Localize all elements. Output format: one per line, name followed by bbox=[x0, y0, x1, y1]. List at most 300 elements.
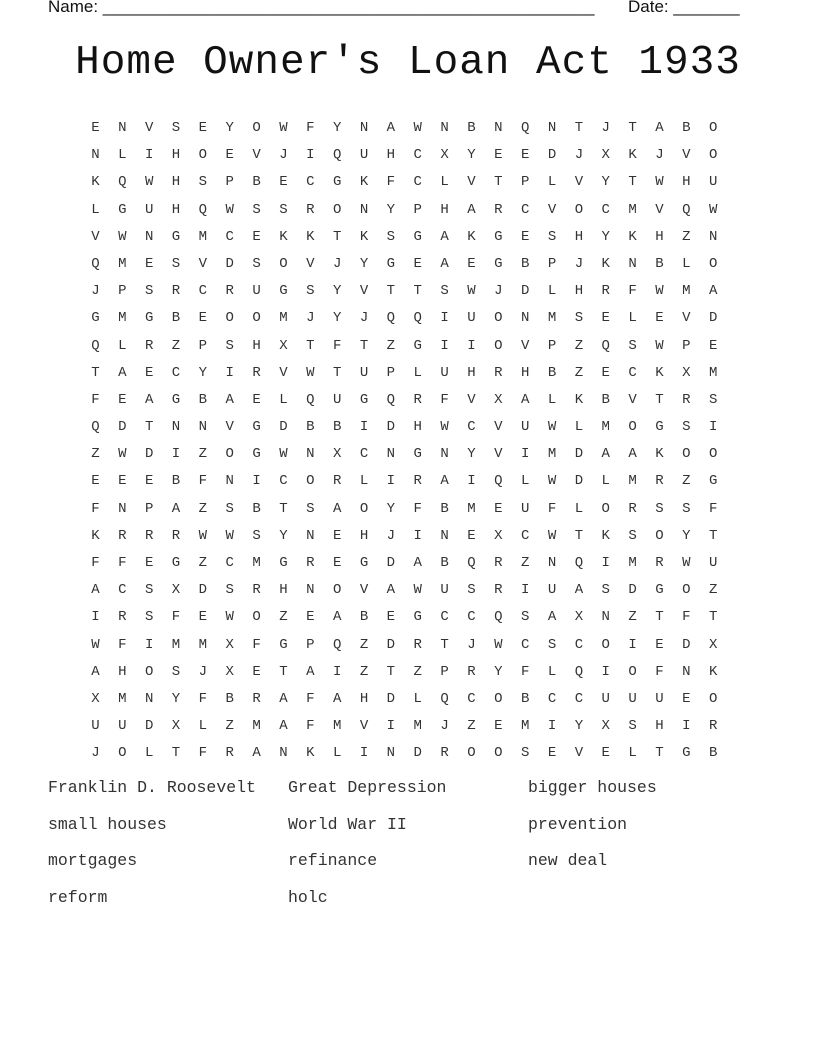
grid-letter: Z bbox=[359, 636, 369, 653]
grid-letter: A bbox=[386, 582, 396, 599]
grid-letter: W bbox=[708, 201, 718, 218]
grid-letter: C bbox=[574, 636, 584, 653]
grid-letter: N bbox=[359, 201, 369, 218]
grid-letter: F bbox=[118, 555, 127, 571]
grid-letter: S bbox=[547, 636, 557, 653]
grid-letter: C bbox=[520, 527, 530, 544]
grid-letter: Y bbox=[467, 147, 476, 164]
grid-letter: O bbox=[252, 120, 261, 136]
grid-letter: Q bbox=[494, 473, 503, 490]
grid-letter: H bbox=[171, 201, 181, 218]
grid-letter: N bbox=[144, 690, 154, 707]
grid-letter: E bbox=[144, 473, 154, 490]
grid-letter: N bbox=[279, 745, 288, 762]
grid-letter: W bbox=[547, 527, 557, 544]
grid-letter: X bbox=[225, 663, 234, 680]
grid-letter: H bbox=[252, 337, 261, 354]
grid-letter: F bbox=[547, 500, 557, 517]
grid-letter: D bbox=[628, 582, 637, 599]
grid-letter: S bbox=[520, 609, 530, 626]
grid-letter: H bbox=[440, 201, 449, 218]
grid-letter: N bbox=[547, 120, 557, 136]
grid-letter: F bbox=[386, 174, 396, 191]
grid-letter: T bbox=[708, 527, 718, 544]
grid-letter: U bbox=[520, 419, 530, 436]
grid-letter: G bbox=[252, 419, 261, 436]
grid-letter: V bbox=[574, 745, 584, 762]
grid-letter: W bbox=[547, 419, 557, 436]
grid-letter: E bbox=[386, 609, 396, 626]
grid-letter: W bbox=[118, 228, 127, 245]
grid-letter: M bbox=[467, 500, 476, 517]
grid-letter: E bbox=[655, 636, 664, 653]
grid-letter: E bbox=[708, 337, 718, 354]
grid-letter: T bbox=[655, 391, 664, 408]
grid-letter: I bbox=[547, 718, 557, 735]
grid-letter: O bbox=[494, 690, 503, 707]
grid-letter: W bbox=[547, 473, 557, 490]
grid-letter: M bbox=[171, 636, 181, 653]
grid-letter: B bbox=[682, 120, 691, 136]
grid-letter: H bbox=[467, 364, 476, 381]
grid-letter: F bbox=[306, 718, 315, 735]
grid-letter: L bbox=[547, 283, 557, 300]
grid-letter: O bbox=[494, 745, 503, 762]
grid-letter: X bbox=[601, 718, 610, 735]
grid-letter: R bbox=[118, 527, 127, 544]
grid-letter: O bbox=[467, 745, 476, 762]
grid-letter: Z bbox=[574, 337, 584, 354]
grid-letter: N bbox=[628, 255, 637, 272]
grid-letter: S bbox=[520, 745, 530, 762]
grid-letter: Z bbox=[682, 228, 691, 245]
grid-letter: H bbox=[171, 147, 181, 164]
grid-letter: R bbox=[413, 636, 422, 653]
grid-letter: W bbox=[413, 582, 422, 599]
grid-letter: L bbox=[144, 745, 154, 762]
grid-letter: K bbox=[601, 255, 610, 272]
grid-letter: C bbox=[171, 364, 181, 381]
grid-letter: R bbox=[467, 663, 476, 680]
grid-letter: G bbox=[171, 555, 181, 571]
grid-letter: S bbox=[547, 228, 557, 245]
grid-letter: P bbox=[386, 364, 396, 381]
grid-letter: S bbox=[682, 419, 691, 436]
grid-letter: S bbox=[574, 310, 584, 327]
grid-letter: C bbox=[225, 555, 234, 571]
grid-letter: S bbox=[467, 582, 476, 599]
grid-letter: B bbox=[520, 690, 530, 707]
grid-letter: F bbox=[682, 609, 691, 626]
grid-letter: O bbox=[494, 310, 503, 327]
grid-letter: H bbox=[171, 174, 181, 191]
grid-letter: F bbox=[198, 745, 208, 762]
grid-letter: O bbox=[682, 582, 691, 599]
grid-letter: D bbox=[682, 636, 691, 653]
grid-letter: I bbox=[520, 446, 530, 463]
grid-letter: E bbox=[413, 255, 422, 272]
grid-letter: L bbox=[628, 310, 637, 327]
grid-row bbox=[82, 113, 727, 140]
grid-letter: X bbox=[601, 147, 610, 164]
grid-letter: E bbox=[467, 255, 476, 272]
grid-letter: W bbox=[467, 283, 476, 300]
grid-letter: H bbox=[118, 663, 127, 680]
grid-row bbox=[82, 167, 727, 194]
grid-letter: R bbox=[306, 555, 315, 571]
grid-letter: A bbox=[467, 201, 476, 218]
grid-letter: U bbox=[601, 690, 610, 707]
grid-letter: C bbox=[467, 609, 476, 626]
grid-letter: X bbox=[171, 718, 181, 735]
grid-letter: K bbox=[655, 364, 664, 381]
grid-letter: N bbox=[144, 228, 154, 245]
grid-letter: O bbox=[252, 310, 261, 327]
grid-letter: E bbox=[494, 718, 503, 735]
grid-letter: Q bbox=[440, 690, 449, 707]
grid-letter: X bbox=[682, 364, 691, 381]
grid-letter: L bbox=[601, 473, 610, 490]
grid-letter: Q bbox=[332, 636, 342, 653]
grid-letter: L bbox=[547, 663, 557, 680]
grid-letter: G bbox=[413, 337, 422, 354]
grid-letter: J bbox=[359, 310, 369, 327]
grid-letter: W bbox=[655, 337, 664, 354]
grid-letter: T bbox=[628, 174, 637, 191]
grid-letter: N bbox=[386, 446, 396, 463]
grid-letter: I bbox=[628, 636, 637, 653]
grid-letter: F bbox=[91, 500, 100, 517]
grid-letter: O bbox=[708, 147, 718, 164]
grid-letter: I bbox=[440, 310, 449, 327]
grid-letter: H bbox=[520, 364, 530, 381]
grid-letter: T bbox=[413, 283, 422, 300]
grid-letter: L bbox=[359, 473, 369, 490]
grid-letter: A bbox=[332, 609, 342, 626]
grid-letter: S bbox=[440, 283, 449, 300]
grid-letter: J bbox=[574, 147, 584, 164]
grid-letter: H bbox=[655, 228, 664, 245]
grid-letter: N bbox=[171, 419, 181, 436]
grid-letter: Y bbox=[198, 364, 208, 381]
grid-letter: D bbox=[547, 147, 557, 164]
word-bank-item: Franklin D. Roosevelt bbox=[48, 778, 256, 797]
grid-letter: E bbox=[601, 364, 610, 381]
grid-letter: H bbox=[682, 174, 691, 191]
grid-letter: C bbox=[359, 446, 369, 463]
grid-letter: U bbox=[708, 555, 718, 571]
grid-letter: W bbox=[118, 446, 127, 463]
grid-letter: U bbox=[708, 174, 718, 191]
grid-letter: G bbox=[118, 201, 127, 218]
grid-letter: M bbox=[279, 310, 288, 327]
grid-letter: O bbox=[708, 690, 718, 707]
grid-letter: J bbox=[494, 283, 503, 300]
grid-letter: E bbox=[118, 473, 127, 490]
grid-letter: O bbox=[306, 473, 315, 490]
grid-letter: Y bbox=[332, 283, 342, 300]
grid-letter: B bbox=[601, 391, 610, 408]
grid-letter: P bbox=[547, 255, 557, 272]
grid-letter: A bbox=[413, 555, 422, 571]
grid-letter: Z bbox=[520, 555, 530, 571]
grid-letter: J bbox=[91, 283, 100, 300]
grid-letter: T bbox=[494, 174, 503, 191]
grid-letter: N bbox=[440, 120, 449, 136]
grid-letter: A bbox=[628, 446, 637, 463]
grid-letter: T bbox=[386, 663, 396, 680]
grid-letter: Q bbox=[386, 310, 396, 327]
grid-letter: Q bbox=[91, 337, 100, 354]
grid-letter: R bbox=[413, 473, 422, 490]
grid-letter: E bbox=[494, 500, 503, 517]
grid-letter: Z bbox=[91, 446, 100, 463]
grid-letter: N bbox=[708, 228, 718, 245]
grid-letter: N bbox=[198, 419, 208, 436]
grid-letter: T bbox=[279, 500, 288, 517]
grid-row bbox=[82, 711, 727, 738]
grid-letter: R bbox=[494, 555, 503, 571]
grid-letter: S bbox=[252, 255, 261, 272]
grid-letter: D bbox=[413, 745, 422, 762]
grid-letter: C bbox=[628, 364, 637, 381]
grid-letter: O bbox=[628, 419, 637, 436]
grid-letter: Y bbox=[601, 228, 610, 245]
grid-letter: Z bbox=[467, 718, 476, 735]
grid-letter: O bbox=[601, 636, 610, 653]
grid-letter: W bbox=[655, 174, 664, 191]
grid-letter: C bbox=[547, 690, 557, 707]
grid-letter: I bbox=[682, 718, 691, 735]
grid-letter: R bbox=[252, 582, 261, 599]
grid-letter: J bbox=[440, 718, 449, 735]
grid-letter: I bbox=[601, 555, 610, 571]
grid-letter: Q bbox=[413, 310, 422, 327]
grid-letter: R bbox=[144, 527, 154, 544]
grid-letter: F bbox=[306, 120, 315, 136]
grid-letter: R bbox=[440, 745, 449, 762]
grid-letter: D bbox=[386, 690, 396, 707]
grid-letter: I bbox=[144, 636, 154, 653]
grid-letter: V bbox=[494, 446, 503, 463]
grid-letter: I bbox=[386, 718, 396, 735]
grid-letter: Z bbox=[198, 500, 208, 517]
grid-letter: F bbox=[198, 690, 208, 707]
grid-letter: S bbox=[306, 500, 315, 517]
grid-letter: O bbox=[708, 446, 718, 463]
grid-letter: Y bbox=[332, 120, 342, 136]
grid-letter: M bbox=[628, 201, 637, 218]
grid-row bbox=[82, 575, 727, 602]
grid-letter: K bbox=[279, 228, 288, 245]
grid-letter: S bbox=[225, 582, 234, 599]
grid-letter: B bbox=[359, 609, 369, 626]
grid-letter: D bbox=[198, 582, 208, 599]
grid-letter: S bbox=[279, 201, 288, 218]
grid-letter: R bbox=[225, 283, 234, 300]
grid-letter: N bbox=[386, 745, 396, 762]
grid-letter: U bbox=[628, 690, 637, 707]
grid-letter: Q bbox=[198, 201, 208, 218]
grid-letter: Y bbox=[171, 690, 181, 707]
grid-letter: N bbox=[520, 310, 530, 327]
grid-letter: M bbox=[118, 310, 127, 327]
grid-letter: A bbox=[574, 582, 584, 599]
grid-letter: C bbox=[198, 283, 208, 300]
grid-letter: G bbox=[494, 255, 503, 272]
grid-letter: C bbox=[413, 147, 422, 164]
grid-letter: I bbox=[467, 473, 476, 490]
grid-letter: P bbox=[413, 201, 422, 218]
grid-letter: E bbox=[144, 255, 154, 272]
grid-letter: C bbox=[520, 636, 530, 653]
grid-letter: I bbox=[467, 337, 476, 354]
grid-letter: W bbox=[440, 419, 449, 436]
grid-letter: J bbox=[306, 310, 315, 327]
grid-letter: J bbox=[574, 255, 584, 272]
grid-letter: K bbox=[306, 228, 315, 245]
grid-letter: L bbox=[520, 473, 530, 490]
grid-letter: Q bbox=[682, 201, 691, 218]
grid-letter: S bbox=[655, 500, 664, 517]
grid-letter: L bbox=[440, 174, 449, 191]
grid-letter: J bbox=[279, 147, 288, 164]
grid-letter: N bbox=[306, 446, 315, 463]
grid-letter: L bbox=[628, 745, 637, 762]
grid-letter: X bbox=[574, 609, 584, 626]
grid-letter: O bbox=[118, 745, 127, 762]
grid-letter: V bbox=[628, 391, 637, 408]
grid-letter: N bbox=[682, 663, 691, 680]
grid-letter: V bbox=[494, 419, 503, 436]
grid-letter: D bbox=[225, 255, 234, 272]
grid-letter: N bbox=[494, 120, 503, 136]
grid-letter: R bbox=[332, 473, 342, 490]
name-field: Name: ____________________________________________________ bbox=[48, 0, 595, 16]
grid-letter: U bbox=[118, 718, 127, 735]
grid-letter: P bbox=[547, 337, 557, 354]
grid-letter: D bbox=[118, 419, 127, 436]
grid-row bbox=[82, 303, 727, 330]
grid-letter: Q bbox=[467, 555, 476, 571]
word-bank-item: Great Depression bbox=[288, 778, 447, 797]
grid-letter: Y bbox=[386, 201, 396, 218]
grid-letter: N bbox=[547, 555, 557, 571]
grid-letter: K bbox=[359, 174, 369, 191]
grid-letter: O bbox=[332, 201, 342, 218]
grid-letter: Y bbox=[359, 255, 369, 272]
grid-letter: Z bbox=[198, 446, 208, 463]
grid-letter: U bbox=[440, 582, 449, 599]
grid-letter: W bbox=[494, 636, 503, 653]
grid-letter: G bbox=[279, 636, 288, 653]
grid-letter: X bbox=[279, 337, 288, 354]
grid-letter: X bbox=[332, 446, 342, 463]
grid-row bbox=[82, 548, 727, 575]
grid-letter: E bbox=[198, 609, 208, 626]
grid-letter: C bbox=[118, 582, 127, 599]
grid-letter: Q bbox=[118, 174, 127, 191]
grid-letter: O bbox=[574, 201, 584, 218]
grid-letter: P bbox=[306, 636, 315, 653]
grid-letter: W bbox=[225, 527, 234, 544]
grid-letter: M bbox=[628, 555, 637, 571]
grid-letter: S bbox=[252, 201, 261, 218]
grid-letter: A bbox=[386, 120, 396, 136]
grid-letter: T bbox=[332, 228, 342, 245]
grid-row bbox=[82, 276, 727, 303]
grid-letter: W bbox=[225, 609, 234, 626]
grid-letter: W bbox=[225, 201, 234, 218]
grid-letter: E bbox=[252, 228, 261, 245]
grid-letter: N bbox=[440, 446, 449, 463]
grid-letter: Z bbox=[279, 609, 288, 626]
grid-letter: M bbox=[520, 718, 530, 735]
grid-letter: V bbox=[144, 120, 154, 136]
grid-letter: O bbox=[279, 255, 288, 272]
grid-letter: O bbox=[359, 500, 369, 517]
grid-letter: O bbox=[225, 446, 234, 463]
grid-letter: T bbox=[574, 527, 584, 544]
grid-letter: R bbox=[494, 364, 503, 381]
word-bank-item: refinance bbox=[288, 851, 378, 871]
grid-row bbox=[82, 358, 727, 385]
word-bank-item: prevention bbox=[528, 814, 628, 834]
grid-letter: C bbox=[306, 174, 315, 191]
grid-letter: S bbox=[144, 283, 154, 300]
grid-letter: A bbox=[708, 283, 718, 300]
grid-row bbox=[82, 195, 727, 222]
grid-letter: E bbox=[198, 310, 208, 327]
grid-letter: Z bbox=[413, 663, 422, 680]
grid-letter: J bbox=[198, 663, 208, 680]
grid-letter: V bbox=[252, 147, 261, 164]
grid-letter: W bbox=[655, 283, 664, 300]
grid-letter: E bbox=[547, 745, 557, 762]
grid-row bbox=[82, 494, 727, 521]
grid-letter: X bbox=[225, 636, 234, 653]
grid-letter: G bbox=[494, 228, 503, 245]
letter-grid bbox=[82, 113, 727, 766]
grid-letter: Y bbox=[494, 663, 503, 680]
grid-letter: G bbox=[171, 391, 181, 408]
grid-letter: R bbox=[306, 201, 315, 218]
grid-letter: N bbox=[440, 527, 449, 544]
grid-letter: M bbox=[413, 718, 422, 735]
grid-letter: Z bbox=[682, 473, 691, 490]
grid-letter: F bbox=[413, 500, 422, 517]
grid-letter: M bbox=[628, 473, 637, 490]
grid-letter: Y bbox=[574, 718, 584, 735]
grid-letter: B bbox=[332, 419, 342, 436]
grid-row bbox=[82, 738, 727, 765]
grid-letter: X bbox=[171, 582, 181, 599]
grid-letter: G bbox=[413, 609, 422, 626]
grid-letter: E bbox=[467, 527, 476, 544]
grid-letter: K bbox=[306, 745, 315, 762]
grid-letter: E bbox=[91, 120, 100, 136]
grid-letter: A bbox=[601, 446, 610, 463]
grid-letter: X bbox=[494, 527, 503, 544]
grid-letter: K bbox=[467, 228, 476, 245]
grid-letter: D bbox=[386, 419, 396, 436]
grid-row bbox=[82, 385, 727, 412]
grid-letter: C bbox=[574, 690, 584, 707]
grid-letter: C bbox=[279, 473, 288, 490]
grid-row bbox=[82, 602, 727, 629]
grid-letter: O bbox=[252, 609, 261, 626]
grid-letter: R bbox=[144, 337, 154, 354]
